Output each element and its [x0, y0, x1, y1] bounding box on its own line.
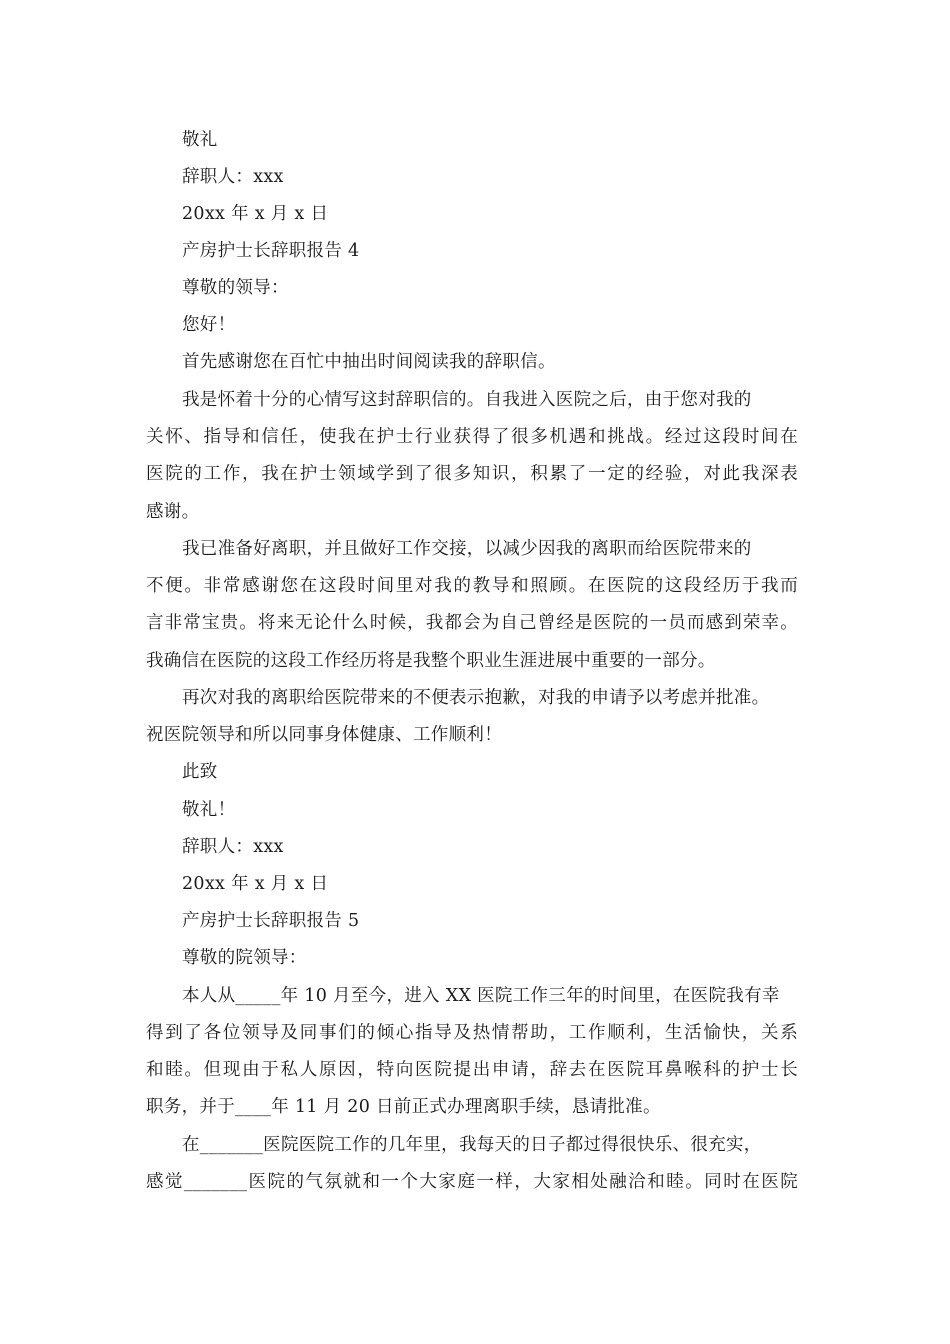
paragraph-line: 我已准备好离职，并且做好工作交接，以减少因我的离职而给医院带来的: [182, 539, 752, 559]
paragraph-line: 您好！: [182, 315, 236, 335]
date-line: 20xx 年 x 月 x 日: [182, 204, 329, 224]
section-title: 产房护士长辞职报告 5: [182, 911, 360, 931]
paragraph-line: 祝医院领导和所以同事身体健康、工作顺利！: [146, 725, 502, 745]
paragraph-line: 和睦。但现由于私人原因，特向医院提出申请，辞去在医院耳鼻喉科的护士长: [146, 1060, 798, 1080]
paragraph-line: 不便。非常感谢您在这段时间里对我的教导和照顾。在医院的这段经历于我而: [146, 576, 798, 596]
paragraph-line: 医院的工作，我在护士领域学到了很多知识，积累了一定的经验，对此我深表: [146, 464, 798, 484]
paragraph-line: 在_______医院医院工作的几年里，我每天的日子都过得很快乐、很充实，: [182, 1135, 762, 1155]
signature-line: 辞职人：xxx: [182, 167, 284, 187]
paragraph-line: 首先感谢您在百忙中抽出时间阅读我的辞职信。: [182, 352, 556, 372]
paragraph-line: 我是怀着十分的心情写这封辞职信的。自我进入医院之后，由于您对我的: [182, 390, 752, 410]
paragraph-line: 感觉_______医院的气氛就和一个大家庭一样，大家相处融洽和睦。同时在医院: [146, 1172, 798, 1192]
paragraph-line: 得到了各位领导及同事们的倾心指导及热情帮助，工作顺利，生活愉快，关系: [146, 1023, 798, 1043]
signature-line: 辞职人：xxx: [182, 837, 284, 857]
closing-line: 此致: [182, 762, 218, 782]
paragraph-line: 本人从_____年 10 月至今，进入 XX 医院工作三年的时间里，在医院我有幸: [182, 986, 780, 1006]
closing-salutation: 敬礼！: [182, 800, 236, 820]
paragraph-line: 我确信在医院的这段工作经历将是我整个职业生涯进展中重要的一部分。: [146, 651, 716, 671]
closing-salutation: 敬礼: [182, 130, 218, 150]
section-title: 产房护士长辞职报告 4: [182, 241, 360, 261]
paragraph-line: 职务，并于____年 11 月 20 日前正式办理离职手续，恳请批准。: [146, 1097, 661, 1117]
paragraph-line: 关怀、指导和信任，使我在护士行业获得了很多机遇和挑战。经过这段时间在: [146, 427, 798, 447]
paragraph-line: 言非常宝贵。将来无论什么时候，我都会为自己曾经是医院的一员而感到荣幸。: [146, 613, 798, 633]
greeting: 尊敬的领导：: [182, 278, 289, 298]
date-line: 20xx 年 x 月 x 日: [182, 874, 329, 894]
paragraph-line: 再次对我的离职给医院带来的不便表示抱歉，对我的申请予以考虑并批准。: [182, 688, 770, 708]
greeting: 尊敬的院领导：: [182, 948, 307, 968]
paragraph-line: 感谢。: [146, 502, 200, 522]
